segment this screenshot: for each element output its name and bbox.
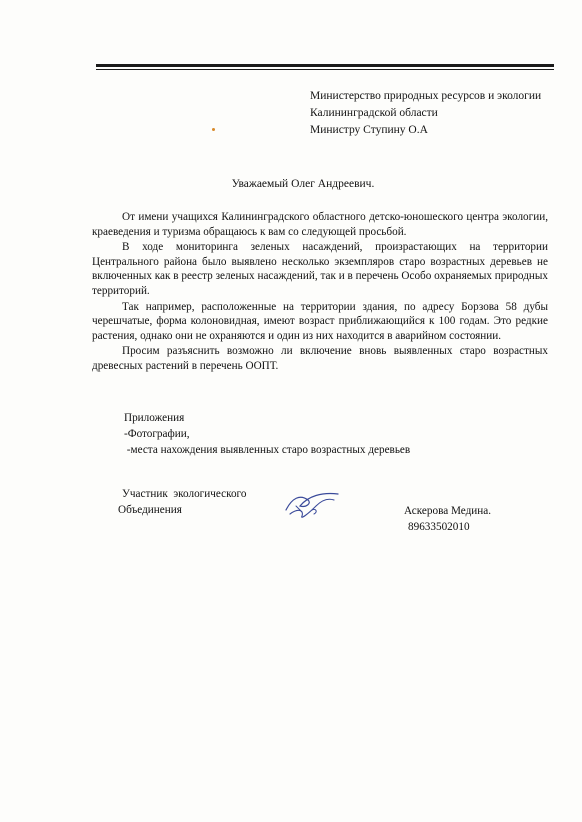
paper-speck (212, 128, 215, 131)
salutation: Уважаемый Олег Андреевич. (231, 178, 375, 190)
addressee-line-1: Министерство природных ресурсов и экологии (310, 90, 542, 102)
signatory-role (118, 486, 247, 518)
attachments-block (124, 410, 410, 458)
attachment-item-locations: -места нахождения выявленных старо возрастных деревьев (124, 444, 411, 456)
signature-icon (282, 488, 342, 522)
addressee-line-3: Министру Ступину О.А (310, 124, 428, 136)
signatory-name-block (404, 503, 491, 535)
signatory-role-line-1: Участник экологического (122, 488, 247, 500)
body-paragraph-1: От имени учащихся Калининградского областного детско-юношеского центра экологии, краеведения и туризма обращаюсь к вам со следующей просьбой. (92, 211, 548, 238)
attachment-item-photos: -Фотографии, (124, 428, 190, 440)
header-rule-thin (96, 69, 554, 70)
signatory-name: Аскерова Медина. (404, 505, 492, 517)
attachments-title: Приложения (124, 412, 185, 424)
header-rule-thick (96, 64, 554, 67)
addressee-block (310, 88, 560, 139)
addressee-line-2: Калининградской области (310, 107, 438, 119)
signatory-role-line-2: Объединения (118, 504, 182, 516)
body-paragraph-3: Так например, расположенные на территории здания, по адресу Борзова 58 дубы черешчатые, форма колоновидная, имеют возраст приближающийся к 100 годам. Это редкие растения, однако они не охраняются и один из них находится в аварийном состоянии. (92, 300, 548, 342)
body-paragraph-4: Просим разъяснить возможно ли включение вновь выявленных старо возрастных древесных растений в перечень ООПТ. (92, 345, 548, 372)
letter-body (92, 210, 548, 375)
signatory-phone: 89633502010 (408, 521, 470, 533)
body-paragraph-2: В ходе мониторинга зеленых насаждений, произрастающих на территории Центрального района было выявлено несколько экземпляров старо возрастных деревьев не включенных как в реестр зеленых насаждений, так и в перечень Особо охраняемых природных территорий. (92, 241, 548, 297)
